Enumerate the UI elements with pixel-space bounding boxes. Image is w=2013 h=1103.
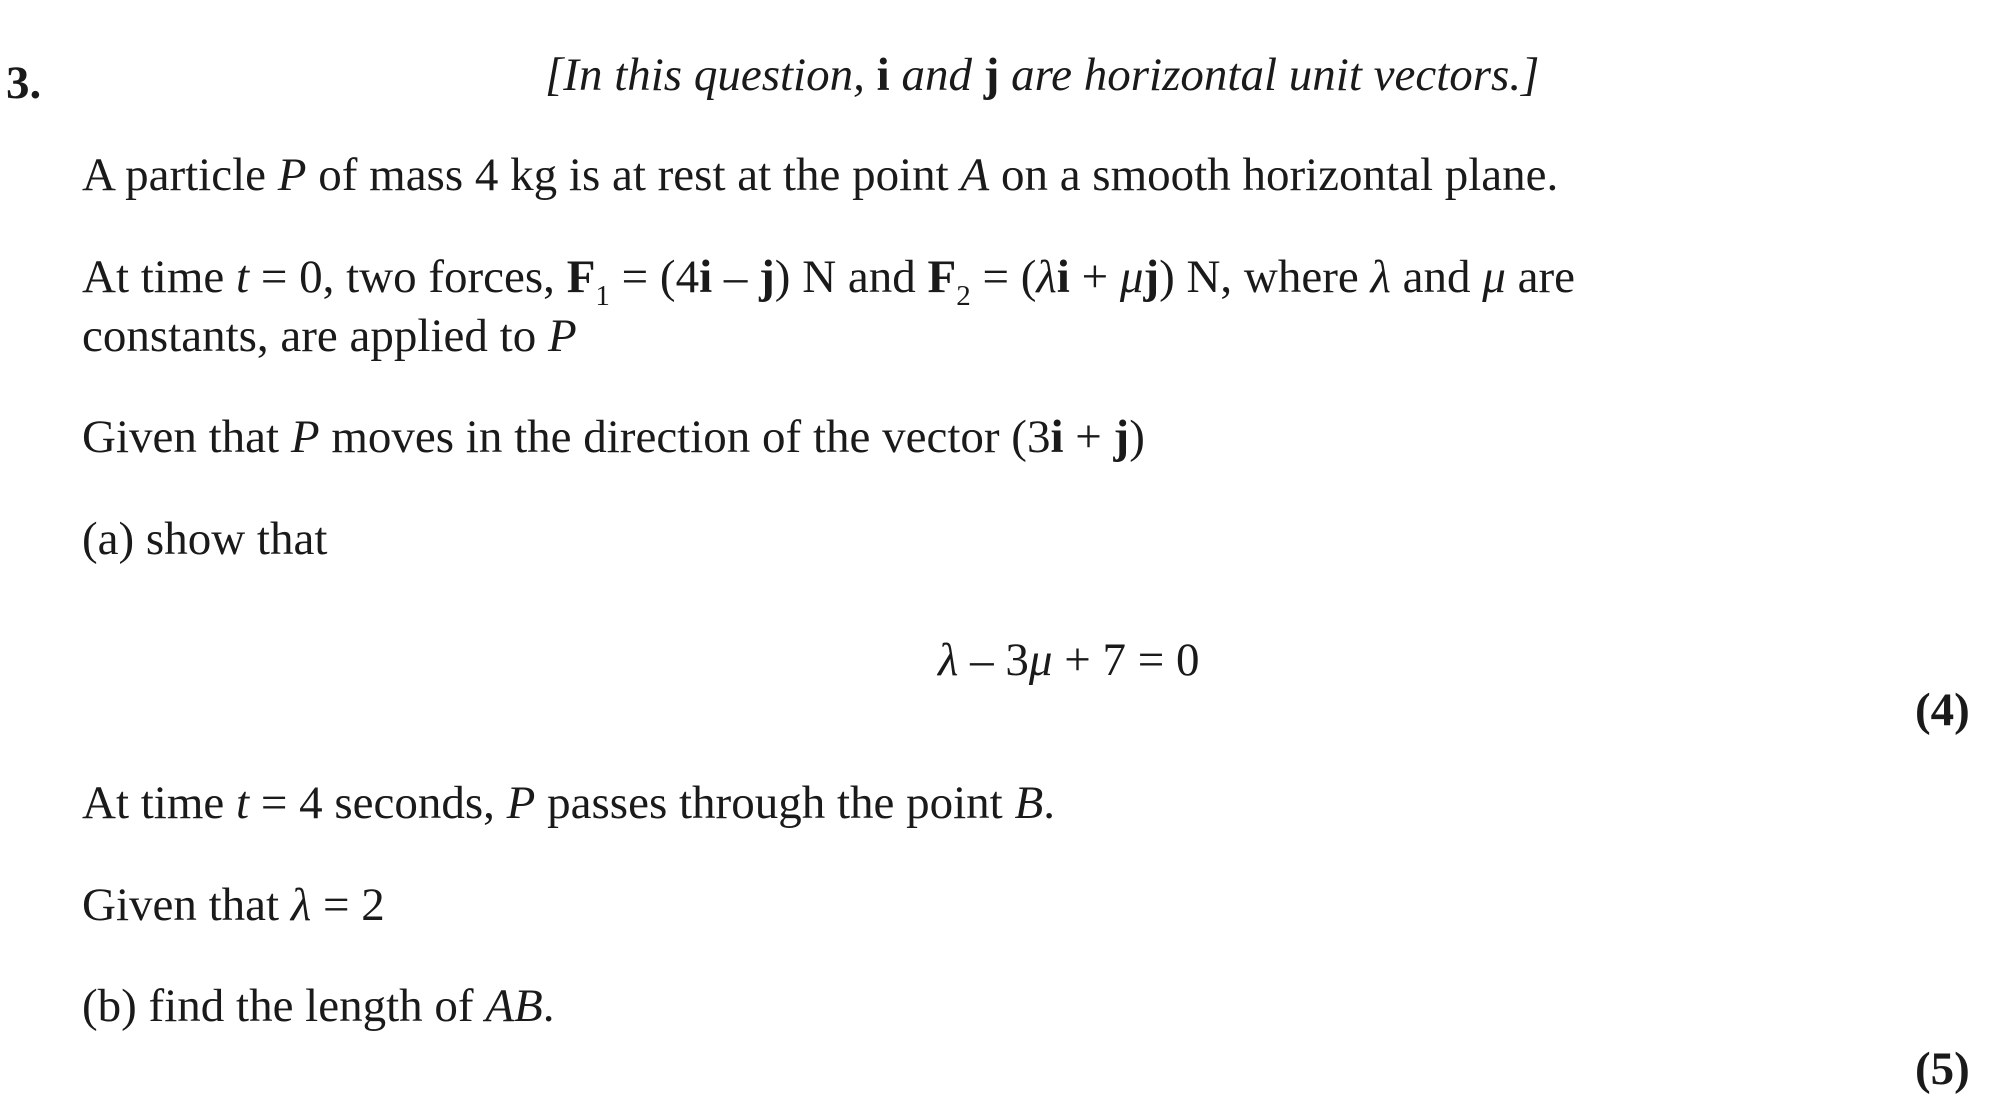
part-b-marks: (5) (1915, 1043, 1970, 1095)
part-b-label: (b) find the length of AB. (82, 980, 555, 1032)
question-note: [In this question, i and j are horizontal unit vectors.] (545, 49, 1540, 101)
direction-text: Given that P moves in the direction of the vector (3i + j) (82, 411, 1145, 463)
part-a-label: (a) show that (82, 513, 328, 565)
question-number: 3. (6, 57, 42, 109)
part-a-equation: λ – 3μ + 7 = 0 (938, 634, 1200, 686)
forces-text-line1: At time t = 0, two forces, $F_1 = (4i - j)$ N and $F_2 = (\lambda i + \mu j)$ N, where λ and μ are (82, 251, 1575, 312)
forces-text-line2: constants, are applied to P (82, 310, 577, 362)
time-b-text: At time t = 4 seconds, P passes through the point B. (82, 777, 1055, 829)
intro-text: A particle P of mass 4 kg is at rest at the point A on a smooth horizontal plane. (82, 149, 1559, 201)
given-lambda-text: Given that λ = 2 (82, 879, 385, 931)
part-a-marks: (4) (1915, 684, 1970, 736)
